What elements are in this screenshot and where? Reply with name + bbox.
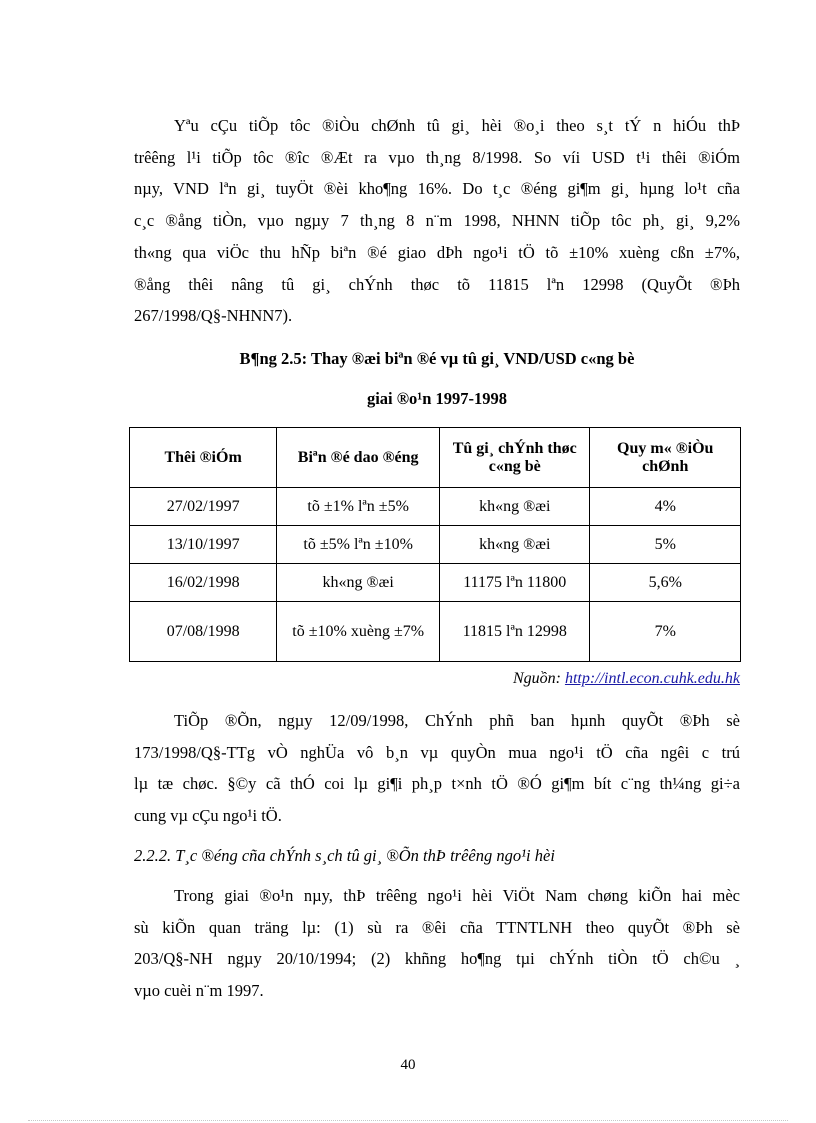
table-cell: kh«ng ®æi xyxy=(440,526,590,564)
page-number: 40 xyxy=(400,1057,416,1073)
text-line: ®ång thêi nâng tû gi¸ chÝnh thøc tõ 11815 lªn 12998 (QuyÕt ®Þh xyxy=(134,274,740,294)
text-line: lµ tæ chøc. §©y cã thÓ coi lµ gi¶i ph¸p t×nh tÖ ®Ó gi¶m bít c¨ng th¼ng gi÷a xyxy=(134,774,740,794)
exchange-band-table xyxy=(129,427,741,662)
text-line: cung vµ cÇu ngo¹i tÖ. xyxy=(134,806,282,826)
text-line: Yªu cÇu tiÕp tôc ®iÒu chØnh tû gi¸ hèi ®o¸i theo s¸t tÝ n hiÓu thÞ xyxy=(174,116,740,135)
table-row xyxy=(130,526,741,564)
text-line: c¸c ®ång tiÒn, vµo ngµy 7 th¸ng 8 n¨m 1998, NHNN tiÕp tôc ph¸ gi¸ 9,2% xyxy=(134,211,740,231)
table-cell: 13/10/1997 xyxy=(130,526,277,564)
table-cell: 16/02/1998 xyxy=(130,564,277,602)
source-label: Nguồn: xyxy=(512,670,565,687)
text-line: sù kiÕn quan träng lµ: (1) sù ra ®êi cña TTNTLNH theo quyÕt ®Þh sè xyxy=(134,917,740,937)
text-line: vµo cuèi n¨m 1997. xyxy=(134,981,264,1001)
text-line: Trong giai ®o¹n nµy, thÞ trêêng ngo¹i hèi ViÖt Nam chøng kiÕn hai mèc xyxy=(174,886,740,905)
table-header: Biªn ®é dao ®éng xyxy=(277,428,440,488)
page-divider xyxy=(28,1120,788,1121)
table-row xyxy=(130,564,741,602)
table-cell: 7% xyxy=(590,602,741,662)
table-cell: kh«ng ®æi xyxy=(277,564,440,602)
table-header-row xyxy=(130,428,741,488)
paragraph-exchange-rate-adjustment xyxy=(134,110,740,332)
table-header: Tû gi¸ chÝnh thøc c«ng bè xyxy=(440,428,590,488)
text-line: th«ng qua viÖc thu hÑp biªn ®é giao dÞh ngo¹i tÖ tõ ±10% xuèng cßn ±7%, xyxy=(134,242,740,262)
table-cell: tõ ±10% xuèng ±7% xyxy=(277,602,440,662)
table-cell: 11175 lªn 11800 xyxy=(440,564,590,602)
text-line: nµy, VND lªn gi¸ tuyÖt ®èi kho¶ng 16%. Do t¸c ®éng gi¶m gi¸ hµng lo¹t cña xyxy=(134,179,740,199)
table-header: Quy m« ®iÒu chØnh xyxy=(590,428,741,488)
text-line: 173/1998/Q§-TTg vÒ nghÜa vô b¸n vµ quyÒn mua ngo¹i tÖ cña ngêi c trú xyxy=(134,742,740,762)
text-line: TiÕp ®Õn, ngµy 12/09/1998, ChÝnh phñ ban hµnh quyÕt ®Þh sè xyxy=(174,711,740,730)
table-cell: 5,6% xyxy=(590,564,741,602)
table-cell: tõ ±5% lªn ±10% xyxy=(277,526,440,564)
paragraph-government-decision xyxy=(134,705,740,832)
table-source xyxy=(513,670,740,688)
table-cell: kh«ng ®æi xyxy=(440,488,590,526)
table-cell: tõ ±1% lªn ±5% xyxy=(277,488,440,526)
table-row xyxy=(130,602,741,662)
table-row xyxy=(130,488,741,526)
text-line: trêêng l¹i tiÕp tôc ®îc ®Æt ra vµo th¸ng 8/1998. So víi USD t¹i thêi ®iÓm xyxy=(134,147,740,167)
source-link[interactable]: http://intl.econ.cuhk.edu.hk xyxy=(564,670,740,687)
table-cell: 07/08/1998 xyxy=(130,602,277,662)
table-cell: 4% xyxy=(590,488,741,526)
paragraph-forex-market xyxy=(134,880,740,1007)
table-cell: 11815 lªn 12998 xyxy=(440,602,590,662)
text-line: 267/1998/Q§-NHNN7). xyxy=(134,306,293,326)
table-cell: 5% xyxy=(590,526,741,564)
text-line: 203/Q§-NH ngµy 20/10/1994; (2) khñng ho¶ng tµi chÝnh tiÒn tÖ ch©u ¸ xyxy=(134,949,740,969)
table-caption-line1: B¶ng 2.5: Thay ®æi biªn ®é vµ tû gi¸ VND/USD c«ng bè xyxy=(239,349,635,368)
section-heading: 2.2.2. T¸c ®éng cña chÝnh s¸ch tû gi¸ ®Õn thÞ trêêng ngo¹i hèi xyxy=(134,846,555,865)
table-caption-line2: giai ®o¹n 1997-1998 xyxy=(366,389,508,408)
table-cell: 27/02/1997 xyxy=(130,488,277,526)
table-header: Thêi ®iÓm xyxy=(130,428,277,488)
